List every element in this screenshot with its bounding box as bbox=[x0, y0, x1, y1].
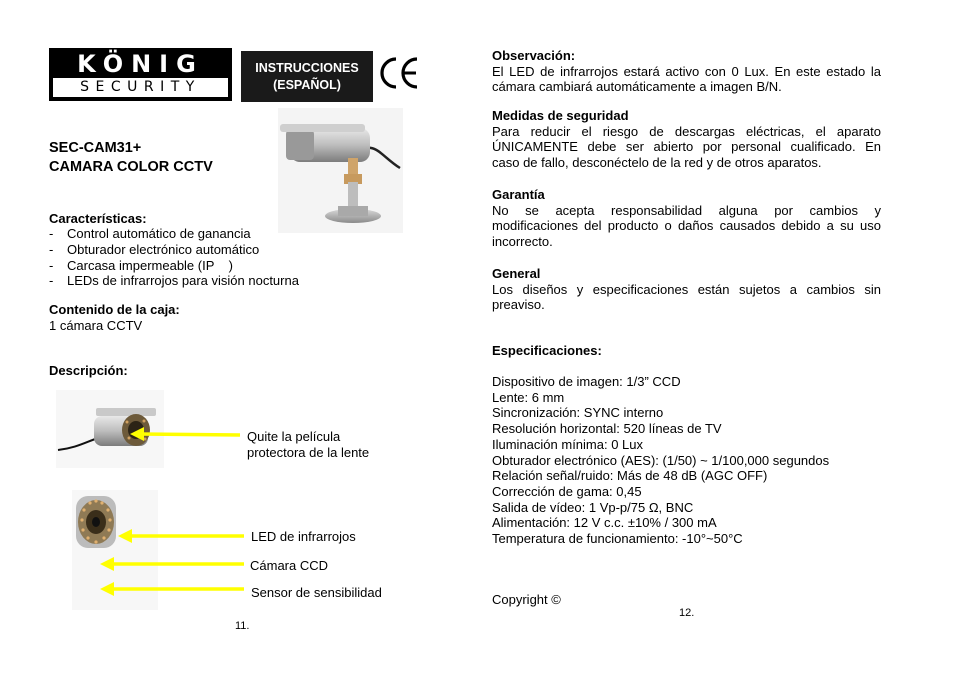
badge-line2: (ESPAÑOL) bbox=[273, 77, 341, 92]
arrow-lens-icon bbox=[130, 425, 242, 443]
general-section bbox=[492, 266, 881, 313]
safety-section bbox=[492, 108, 881, 170]
warranty-section bbox=[492, 187, 881, 249]
callout-lens-line2: protectora de la lente bbox=[247, 445, 370, 460]
callout-ir-led: LED de infrarrojos bbox=[251, 529, 356, 544]
observation-line: cámara cambiará automáticamente a imagen B/N. bbox=[492, 79, 782, 95]
safety-line: Para reducir el riesgo de descargas eléctricas, el aparato bbox=[492, 123, 881, 139]
warranty-line: modificaciones del producto o daños causados debido a su uso bbox=[492, 218, 881, 234]
right-column bbox=[492, 48, 881, 95]
spec-item: Sincronización: SYNC interno bbox=[492, 405, 664, 421]
general-line: Los diseños y especificaciones están sujetos a cambios sin bbox=[492, 281, 881, 297]
specs-heading: Especificaciones: bbox=[492, 343, 602, 358]
box-contents-item: 1 cámara CCTV bbox=[49, 318, 143, 333]
model-number: SEC-CAM31+ bbox=[49, 140, 142, 156]
page-number-left: 11. bbox=[235, 620, 250, 632]
warranty-line: incorrecto. bbox=[492, 233, 553, 249]
logo-brand: KÖNIG bbox=[54, 52, 227, 76]
feature-text: Carcasa impermeable (IP ) bbox=[67, 258, 233, 273]
observation-line: El LED de infrarrojos estará activo con 0 Lux. En este estado la bbox=[492, 63, 881, 79]
product-name: CAMARA COLOR CCTV bbox=[49, 159, 213, 175]
callout-ccd: Cámara CCD bbox=[250, 558, 329, 573]
language-badge bbox=[241, 51, 373, 102]
arrow-ccd-icon bbox=[100, 555, 246, 573]
warranty-heading: Garantía bbox=[492, 187, 545, 202]
spec-item: Resolución horizontal: 520 líneas de TV bbox=[492, 421, 722, 437]
badge-line1: INSTRUCCIONES bbox=[255, 60, 359, 75]
description-heading: Descripción: bbox=[49, 363, 128, 378]
spec-item: Iluminación mínima: 0 Lux bbox=[492, 436, 644, 452]
konig-security-logo bbox=[49, 48, 232, 101]
features-heading: Características: bbox=[49, 211, 147, 226]
observation-heading: Observación: bbox=[492, 48, 576, 63]
ce-mark-icon bbox=[377, 53, 421, 93]
spec-item: Obturador electrónico (AES): (1/50) ~ 1/100,000 segundos bbox=[492, 452, 830, 468]
callout-lens-line1: Quite la película bbox=[247, 429, 341, 444]
arrow-ir-led-icon bbox=[118, 527, 246, 545]
arrow-sensor-icon bbox=[100, 580, 246, 598]
spec-item: Temperatura de funcionamiento: -10°~50°C bbox=[492, 531, 743, 547]
feature-text: Obturador electrónico automático bbox=[67, 242, 260, 257]
spec-item: Lente: 6 mm bbox=[492, 389, 565, 405]
general-line: preaviso. bbox=[492, 297, 545, 313]
specs-list bbox=[492, 374, 892, 547]
feature-text: Control automático de ganancia bbox=[67, 226, 251, 241]
logo-sub: SECURITY bbox=[53, 78, 228, 97]
copyright: Copyright © bbox=[492, 592, 561, 607]
safety-heading: Medidas de seguridad bbox=[492, 108, 629, 123]
spec-item: Corrección de gama: 0,45 bbox=[492, 483, 642, 499]
page-number-right: 12. bbox=[679, 607, 695, 619]
spec-item: Relación señal/ruido: Más de 48 dB (AGC OFF) bbox=[492, 468, 768, 484]
safety-line: ÚNICAMENTE debe ser abierto por personal cualificado. En bbox=[492, 139, 881, 155]
spec-item: Salida de vídeo: 1 Vp-p/75 Ω, BNC bbox=[492, 499, 694, 515]
spec-item: Alimentación: 12 V c.c. ±10% / 300 mA bbox=[492, 515, 717, 531]
camera-product-photo bbox=[278, 108, 403, 233]
callout-sensor: Sensor de sensibilidad bbox=[251, 585, 382, 600]
feature-text: LEDs de infrarrojos para visión nocturna bbox=[67, 273, 299, 288]
safety-line: caso de fallo, desconéctelo de la red y de otros aparatos. bbox=[492, 154, 822, 170]
box-contents-heading: Contenido de la caja: bbox=[49, 302, 180, 317]
spec-item: Dispositivo de imagen: 1/3” CCD bbox=[492, 374, 681, 389]
general-heading: General bbox=[492, 266, 541, 281]
warranty-line: No se acepta responsabilidad alguna por cambios y bbox=[492, 202, 881, 218]
